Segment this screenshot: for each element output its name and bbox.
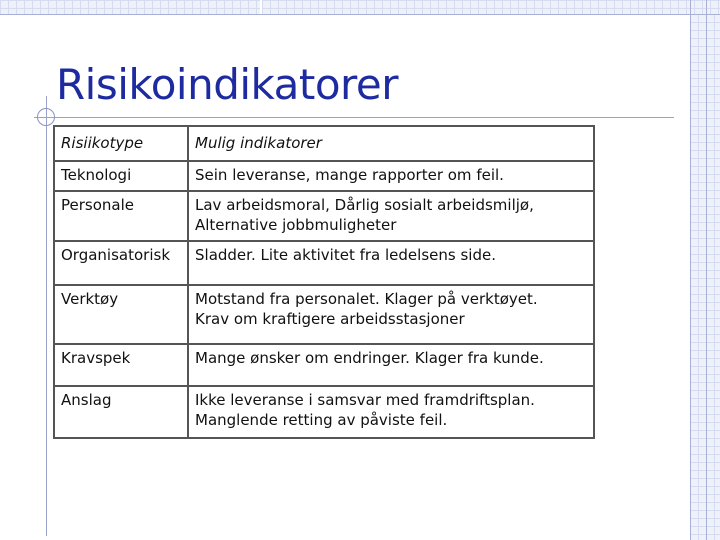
table-row xyxy=(54,241,594,285)
left-vertical-rule xyxy=(46,96,47,536)
table-row xyxy=(54,386,594,438)
table-header-row xyxy=(54,126,594,161)
indicator-cell xyxy=(188,344,594,386)
decorative-line-right xyxy=(690,0,691,540)
table-row xyxy=(54,161,594,191)
indicator-cell xyxy=(188,285,594,344)
risk-type-cell: Teknologi xyxy=(54,161,188,191)
indicator-cell xyxy=(188,386,594,438)
indicator-line: Ikke leveranse i samsvar med framdriftsplan. xyxy=(195,391,535,409)
header-risk-type: Risiikotype xyxy=(54,126,188,161)
indicator-cell xyxy=(188,191,594,241)
indicator-cell xyxy=(188,161,594,191)
indicator-cell xyxy=(188,241,594,285)
table-row xyxy=(54,344,594,386)
risk-type-cell: Anslag xyxy=(54,386,188,438)
indicator-line: Mange ønsker om endringer. Klager fra kunde. xyxy=(195,349,544,367)
decorative-line-top xyxy=(0,14,720,15)
indicator-line: Manglende retting av påviste feil. xyxy=(195,411,448,429)
decorative-grid-top-left xyxy=(0,0,260,14)
table-row xyxy=(54,285,594,344)
risk-type-cell: Organisatorisk xyxy=(54,241,188,285)
crosshair-ornament xyxy=(37,108,55,126)
indicator-line: Sein leveranse, mange rapporter om feil. xyxy=(195,166,504,184)
indicator-line: Sladder. Lite aktivitet fra ledelsens side. xyxy=(195,246,496,264)
indicator-line: Motstand fra personalet. Klager på verktøyet. xyxy=(195,290,538,308)
risk-type-cell: Verktøy xyxy=(54,285,188,344)
slide-title: Risikoindikatorer xyxy=(56,60,398,109)
title-underline xyxy=(34,117,674,118)
risk-indicator-table xyxy=(53,125,595,439)
header-indicator: Mulig indikatorer xyxy=(188,126,594,161)
indicator-line: Krav om kraftigere arbeidsstasjoner xyxy=(195,310,465,328)
decorative-grid-right xyxy=(690,14,720,540)
table-row xyxy=(54,191,594,241)
risk-type-cell: Personale xyxy=(54,191,188,241)
risk-type-cell: Kravspek xyxy=(54,344,188,386)
decorative-grid-top-right xyxy=(262,0,720,14)
decorative-line-right-2 xyxy=(706,0,707,540)
indicator-line: Alternative jobbmuligheter xyxy=(195,216,397,234)
indicator-line: Lav arbeidsmoral, Dårlig sosialt arbeidsmiljø, xyxy=(195,196,534,214)
